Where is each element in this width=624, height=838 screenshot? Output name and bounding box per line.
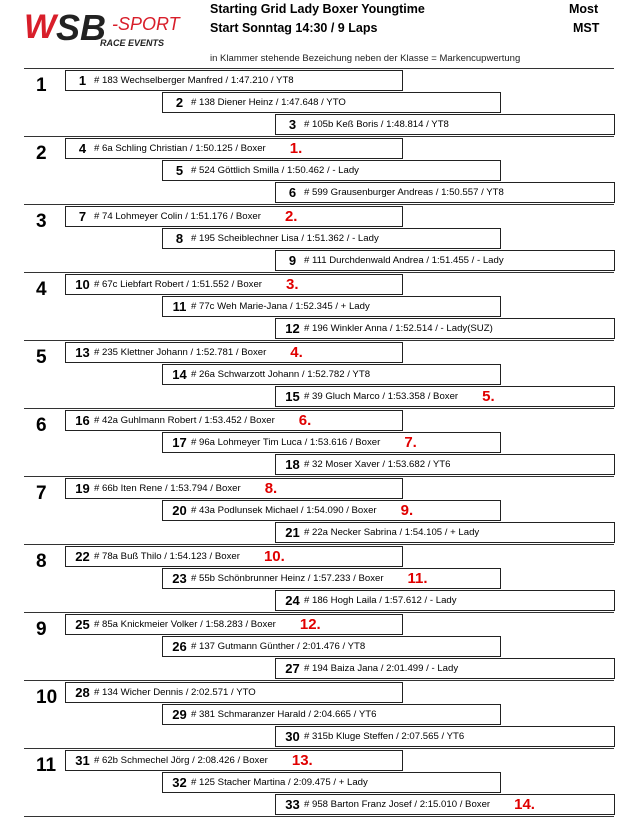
venue-code: MST [573, 21, 600, 35]
svg-text:-SPORT: -SPORT [112, 14, 180, 34]
grid-position: 1 [78, 73, 87, 88]
grid-entry [162, 704, 501, 725]
grid-entry [275, 318, 615, 339]
note: in Klammer stehende Bezeichung neben der Klasse = Markencupwertung [210, 53, 521, 64]
driver-info: # 39 Gluch Marco / 1:53.358 / Boxer [304, 391, 459, 402]
grid-position: 10 [75, 277, 90, 292]
grid-entry [162, 160, 501, 181]
driver-info: # 26a Schwarzott Johann / 1:52.782 / YT8 [191, 369, 371, 380]
grid-entry [275, 794, 615, 815]
grid-position: 2 [175, 95, 184, 110]
grid-position: 11 [172, 299, 187, 314]
row-number: 11 [36, 755, 57, 776]
grid-entry [65, 206, 403, 227]
driver-info: # 78a Buß Thilo / 1:54.123 / Boxer [94, 551, 240, 562]
driver-info: # 183 Wechselberger Manfred / 1:47.210 / YT8 [94, 75, 294, 86]
class-rank-mark: 10. [263, 548, 285, 565]
class-rank-mark: 11. [407, 570, 428, 587]
row-number: 8 [36, 551, 47, 572]
grid-row [24, 680, 614, 749]
driver-info: # 599 Grausenburger Andreas / 1:50.557 / YT8 [304, 187, 504, 198]
class-rank-mark: 13. [291, 752, 313, 769]
grid-position: 16 [75, 413, 90, 428]
grid-position: 33 [285, 797, 300, 812]
grid-entry [65, 274, 403, 295]
grid-entry [65, 70, 403, 91]
grid-entry [65, 546, 403, 567]
driver-info: # 22a Necker Sabrina / 1:54.105 / + Lady [304, 527, 480, 538]
driver-info: # 62b Schmechel Jörg / 2:08.426 / Boxer [94, 755, 268, 766]
grid-entry [275, 114, 615, 135]
grid-entry [65, 614, 403, 635]
grid-entry [162, 364, 501, 385]
grid-entry [162, 228, 501, 249]
grid-row [24, 748, 614, 817]
row-number: 2 [36, 143, 47, 164]
grid-position: 5 [175, 163, 184, 178]
grid-position: 14 [172, 367, 187, 382]
driver-info: # 194 Baiza Jana / 2:01.499 / - Lady [304, 663, 459, 674]
grid-entry [275, 454, 615, 475]
grid-entry [162, 772, 501, 793]
svg-text:RACE EVENTS: RACE EVENTS [100, 38, 165, 48]
class-rank-mark: 7. [404, 434, 417, 451]
grid-entry [162, 636, 501, 657]
grid-position: 4 [78, 141, 87, 156]
row-number: 3 [36, 211, 47, 232]
class-rank-mark: 9. [400, 502, 414, 519]
driver-info: # 196 Winkler Anna / 1:52.514 / - Lady(SUZ) [304, 323, 493, 334]
driver-info: # 105b Keß Boris / 1:48.814 / YT8 [304, 119, 449, 130]
driver-info: # 137 Gutmann Günther / 2:01.476 / YT8 [191, 641, 366, 652]
grid-row [24, 340, 614, 409]
class-rank-mark: 5. [482, 388, 495, 405]
class-rank-mark: 2. [284, 208, 298, 225]
grid-entry [65, 682, 403, 703]
grid-entry [275, 726, 615, 747]
grid-row [24, 544, 614, 613]
grid-position: 25 [75, 617, 90, 632]
grid-entry [162, 500, 501, 521]
driver-info: # 125 Stacher Martina / 2:09.475 / + Lady [191, 777, 368, 788]
grid-row [24, 408, 614, 477]
grid-position: 21 [285, 525, 300, 540]
class-rank-mark: 3. [286, 276, 299, 293]
class-rank-mark: 8. [264, 480, 278, 497]
class-rank-mark: 4. [290, 344, 303, 361]
grid-entry [65, 410, 403, 431]
grid-position: 3 [288, 117, 297, 132]
driver-info: # 55b Schönbrunner Heinz / 1:57.233 / Boxer [191, 573, 384, 584]
driver-info: # 77c Weh Marie-Jana / 1:52.345 / + Lady [191, 301, 370, 312]
grid-entry [275, 386, 615, 407]
driver-info: # 195 Scheiblechner Lisa / 1:51.362 / - Lady [191, 233, 379, 244]
row-number: 5 [36, 347, 47, 368]
row-number: 10 [36, 687, 58, 708]
grid-entry [275, 590, 615, 611]
grid-entry [65, 750, 403, 771]
class-rank-mark: 6. [298, 412, 312, 429]
driver-info: # 6a Schling Christian / 1:50.125 / Boxer [94, 143, 266, 154]
driver-info: # 85a Knickmeier Volker / 1:58.283 / Boxer [94, 619, 276, 630]
grid-entry [275, 522, 615, 543]
driver-info: # 42a Guhlmann Robert / 1:53.452 / Boxer [94, 415, 275, 426]
grid-position: 6 [288, 185, 297, 200]
grid-position: 28 [75, 685, 90, 700]
grid-entry [65, 478, 403, 499]
grid-entry [162, 432, 501, 453]
grid-position: 32 [172, 775, 187, 790]
grid-position: 22 [75, 549, 90, 564]
driver-info: # 96a Lohmeyer Tim Luca / 1:53.616 / Boxer [191, 437, 381, 448]
driver-info: # 74 Lohmeyer Colin / 1:51.176 / Boxer [94, 211, 261, 222]
grid-position: 9 [288, 253, 297, 268]
driver-info: # 43a Podlunsek Michael / 1:54.090 / Boxer [191, 505, 377, 516]
grid-row [24, 272, 614, 341]
driver-info: # 32 Moser Xaver / 1:53.682 / YT6 [304, 459, 451, 470]
grid-position: 24 [285, 593, 300, 608]
grid-position: 31 [75, 753, 90, 768]
row-number: 4 [36, 279, 47, 300]
driver-info: # 111 Durchdenwald Andrea / 1:51.455 / - Lady [304, 255, 504, 266]
driver-info: # 315b Kluge Steffen / 2:07.565 / YT6 [304, 731, 465, 742]
class-rank-mark: 12. [299, 616, 321, 633]
grid-entry [162, 92, 501, 113]
grid-entry [65, 138, 403, 159]
driver-info: # 235 Klettner Johann / 1:52.781 / Boxer [94, 347, 267, 358]
grid-position: 26 [172, 639, 187, 654]
grid-row [24, 136, 614, 205]
grid-position: 19 [75, 481, 90, 496]
driver-info: # 381 Schmaranzer Harald / 2:04.665 / YT6 [191, 709, 377, 720]
grid-position: 7 [78, 209, 87, 224]
driver-info: # 66b Iten Rene / 1:53.794 / Boxer [94, 483, 241, 494]
driver-info: # 138 Diener Heinz / 1:47.648 / YTO [191, 97, 346, 108]
grid-position: 30 [285, 729, 300, 744]
row-number: 6 [36, 415, 47, 436]
page-title: Starting Grid Lady Boxer Youngtime [210, 2, 425, 16]
grid-position: 8 [175, 231, 184, 246]
row-number: 9 [36, 619, 47, 640]
driver-info: # 186 Hogh Laila / 1:57.612 / - Lady [304, 595, 457, 606]
grid-position: 20 [172, 503, 187, 518]
wsb-sport-logo [22, 4, 202, 52]
svg-text:W: W [24, 8, 57, 46]
grid-position: 27 [285, 661, 300, 676]
grid-position: 17 [172, 435, 187, 450]
driver-info: # 524 Göttlich Smilla / 1:50.462 / - Lady [191, 165, 359, 176]
grid-bottom-divider [24, 816, 614, 817]
row-number: 1 [36, 75, 47, 96]
grid-entry [275, 250, 615, 271]
grid-position: 13 [75, 345, 90, 360]
grid-entry [162, 296, 501, 317]
venue: Most [569, 2, 599, 16]
svg-text:SB: SB [56, 7, 107, 48]
grid-entry [275, 658, 615, 679]
grid-entry [65, 342, 403, 363]
grid-row [24, 476, 614, 545]
grid-row [24, 68, 614, 137]
driver-info: # 958 Barton Franz Josef / 2:15.010 / Boxer [304, 799, 491, 810]
grid-position: 23 [172, 571, 187, 586]
grid-row [24, 612, 614, 681]
grid-entry [275, 182, 615, 203]
grid-position: 15 [285, 389, 300, 404]
page-subtitle: Start Sonntag 14:30 / 9 Laps [210, 21, 378, 35]
driver-info: # 134 Wicher Dennis / 2:02.571 / YTO [94, 687, 256, 698]
grid-position: 18 [285, 457, 300, 472]
grid-position: 29 [172, 707, 187, 722]
grid-entry [162, 568, 501, 589]
driver-info: # 67c Liebfart Robert / 1:51.552 / Boxer [94, 279, 262, 290]
row-number: 7 [36, 483, 47, 504]
class-rank-mark: 1. [289, 140, 303, 157]
grid-row [24, 204, 614, 273]
class-rank-mark: 14. [514, 796, 535, 813]
grid-position: 12 [285, 321, 300, 336]
